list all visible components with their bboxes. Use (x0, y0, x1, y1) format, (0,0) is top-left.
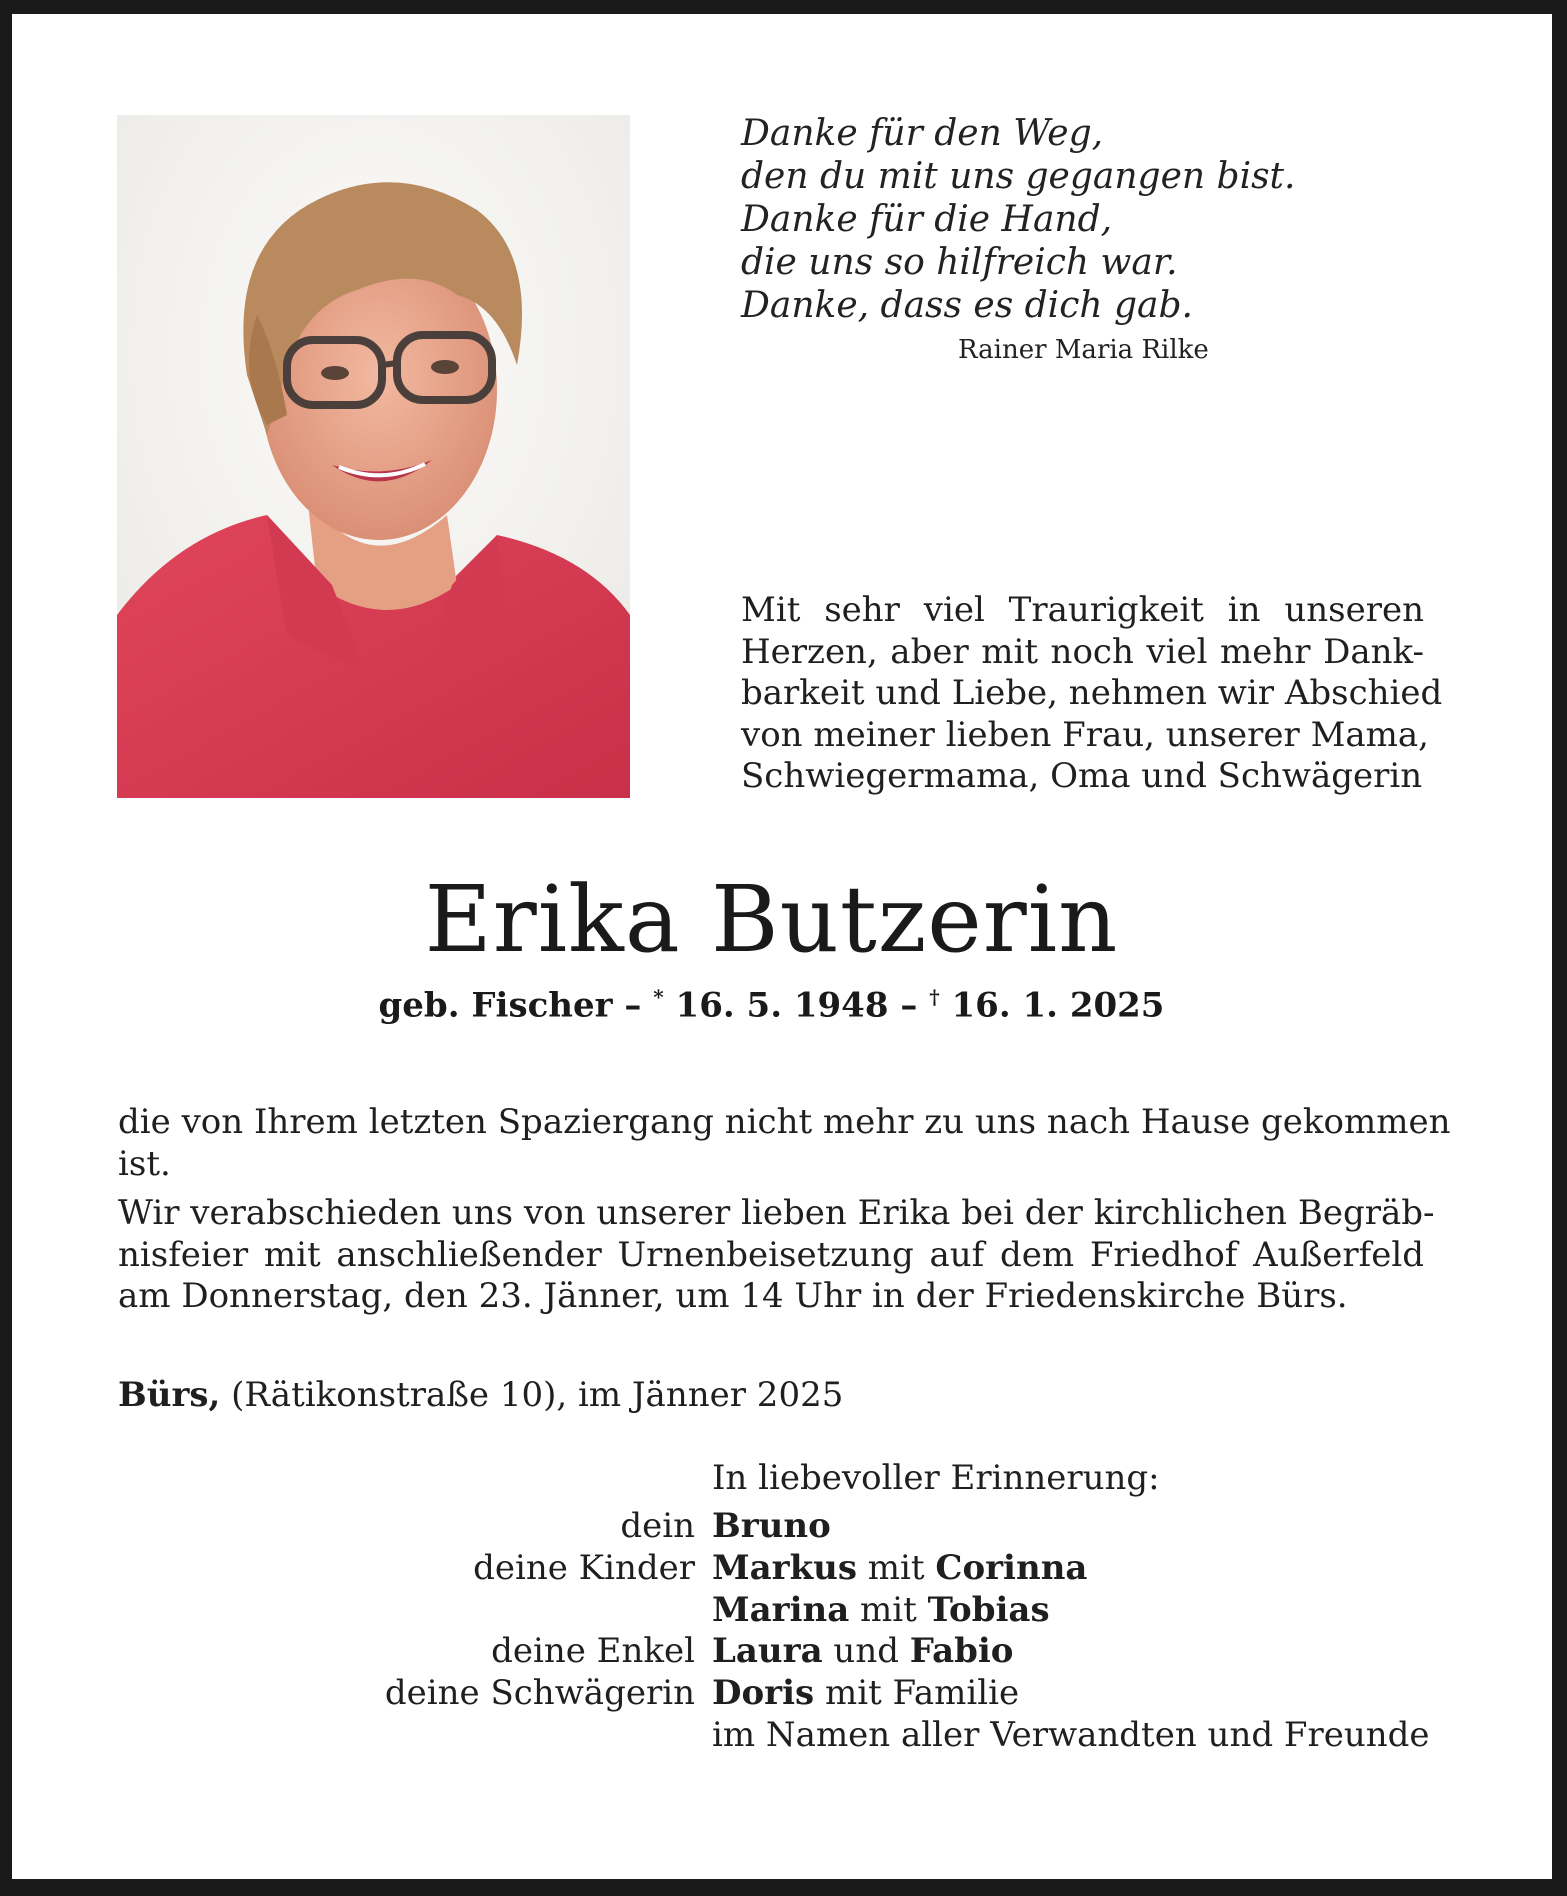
deceased-name: Erika Butzerin (424, 866, 1119, 973)
family-names (712, 1630, 1013, 1672)
intro-text (741, 590, 1443, 798)
poem (741, 112, 1296, 327)
died-date: 16. 1. 2025 (951, 985, 1165, 1026)
memory-heading: In liebevoller Erinnerung: (712, 1458, 1160, 1498)
intro-line: Herzen, aber mit noch viel mehr Dank- (741, 631, 1424, 672)
poem-line: Danke für den Weg, (741, 113, 1104, 154)
poem-author: Rainer Maria Rilke (958, 335, 1209, 365)
family-names (712, 1672, 1019, 1714)
place-town: Bürs, (118, 1375, 221, 1415)
family-member-name: Marina (712, 1589, 850, 1630)
family-joiner: und (822, 1631, 910, 1672)
family-member-name: Corinna (935, 1547, 1088, 1588)
family-member-name: Tobias (927, 1589, 1050, 1630)
family-joiner: mit (849, 1589, 928, 1630)
place-address: (Rätikonstraße 10), im Jänner 2025 (220, 1375, 844, 1415)
family-names (712, 1505, 831, 1547)
family-names (712, 1547, 1087, 1589)
poem-line: Danke, dass es dich gab. (741, 285, 1193, 326)
intro-line: barkeit und Liebe, nehmen wir Abschied (741, 673, 1443, 713)
intro-line: von meiner lieben Frau, unserer Mama, (741, 714, 1429, 755)
separator: – (624, 985, 642, 1026)
family-names (712, 1714, 1430, 1756)
family-names (712, 1589, 1050, 1631)
family-member-name: Fabio (909, 1631, 1014, 1672)
family-relation: deine Kinder (473, 1547, 695, 1588)
body-text (118, 1102, 1451, 1318)
poem-line: die uns so hilfreich war. (741, 242, 1178, 283)
born-name: geb. Fischer (378, 985, 613, 1026)
family-joiner: mit Familie (814, 1673, 1020, 1714)
body-line: ist. (118, 1143, 171, 1184)
intro-line: Schwiegermama, Oma und Schwägerin (741, 756, 1423, 796)
died-symbol: † (929, 985, 940, 1009)
born-symbol: * (653, 985, 664, 1009)
place-date (118, 1375, 843, 1415)
family-member-name: Markus (712, 1547, 857, 1588)
family-member-name: Bruno (712, 1506, 831, 1546)
poem-line: Danke für die Hand, (741, 199, 1113, 240)
family-relation: dein (620, 1506, 695, 1546)
body-line: Wir verabschieden uns von unserer lieben Erika bei der kirchlichen Begräb- (118, 1193, 1435, 1233)
separator: – (900, 985, 918, 1026)
born-date: 16. 5. 1948 (675, 985, 889, 1026)
body-line: am Donnerstag, den 23. Jänner, um 14 Uhr in der Friedenskirche Bürs. (118, 1276, 1348, 1316)
body-line: die von Ihrem letzten Spaziergang nicht mehr zu uns nach Hause gekommen (118, 1102, 1451, 1142)
poem-line: den du mit uns gegangen bist. (741, 156, 1296, 197)
life-dates (0, 985, 1555, 1025)
family-member-name: Doris (712, 1673, 815, 1714)
portrait-photo (117, 115, 630, 798)
family-joiner: im Namen aller Verwandten und Freunde (712, 1715, 1430, 1755)
family-member-name: Laura (712, 1631, 823, 1672)
family-joiner: mit (857, 1547, 936, 1588)
family-relation: deine Enkel (491, 1631, 695, 1672)
family-relation: deine Schwägerin (384, 1673, 695, 1714)
intro-line: Mit sehr viel Traurigkeit in unseren (741, 590, 1424, 630)
body-line: nisfeier mit anschließender Urnenbeisetzung auf dem Friedhof Außerfeld (118, 1234, 1424, 1275)
